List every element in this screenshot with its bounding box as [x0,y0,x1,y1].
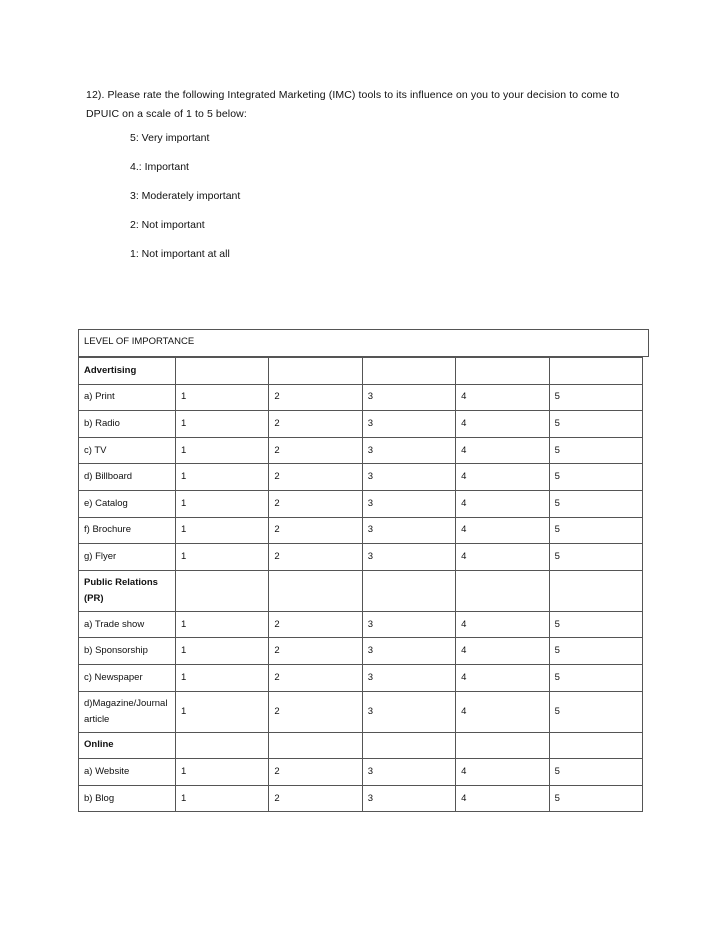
rating-cell: 2 [269,384,362,411]
rating-cell: 5 [549,437,642,464]
rating-cell: 1 [176,664,269,691]
item-label: a) Trade show [79,611,176,638]
rating-cell: 1 [176,785,269,812]
rating-cell: 3 [362,517,455,544]
scale-item-3: 3: Moderately important [130,190,241,202]
rating-cell: 3 [362,544,455,571]
rating-cell: 2 [269,664,362,691]
rating-cell: 2 [269,759,362,786]
rating-cell: 4 [456,638,549,665]
rating-table [78,357,643,812]
rating-cell: 3 [362,490,455,517]
empty-cell [549,732,642,759]
rating-cell: 5 [549,384,642,411]
rating-cell: 2 [269,517,362,544]
rating-cell: 2 [269,411,362,438]
item-label: d)Magazine/Journal article [79,691,176,732]
table-row [79,785,643,812]
item-label: b) Sponsorship [79,638,176,665]
item-label: g) Flyer [79,544,176,571]
scale-item-1: 1: Not important at all [130,248,230,260]
rating-cell: 4 [456,691,549,732]
empty-cell [456,358,549,385]
rating-cell: 2 [269,464,362,491]
item-label: b) Blog [79,785,176,812]
section-row [79,732,643,759]
table-row [79,759,643,786]
rating-cell: 2 [269,691,362,732]
rating-cell: 4 [456,384,549,411]
rating-cell: 1 [176,611,269,638]
rating-cell: 4 [456,611,549,638]
rating-cell: 1 [176,691,269,732]
rating-cell: 3 [362,464,455,491]
scale-item-2: 2: Not important [130,219,205,231]
table-row [79,611,643,638]
rating-cell: 2 [269,638,362,665]
table-row [79,638,643,665]
rating-cell: 1 [176,517,269,544]
rating-cell: 4 [456,759,549,786]
rating-cell: 4 [456,664,549,691]
table-row [79,464,643,491]
item-label: c) Newspaper [79,664,176,691]
empty-cell [269,358,362,385]
rating-cell: 5 [549,411,642,438]
rating-cell: 3 [362,785,455,812]
empty-cell [176,358,269,385]
empty-cell [456,570,549,611]
section-label: Online [79,732,176,759]
rating-cell: 1 [176,384,269,411]
empty-cell [549,358,642,385]
item-label: c) TV [79,437,176,464]
scale-item-4: 4.: Important [130,161,189,173]
rating-cell: 5 [549,759,642,786]
rating-cell: 2 [269,544,362,571]
rating-cell: 4 [456,490,549,517]
rating-cell: 5 [549,464,642,491]
rating-cell: 4 [456,464,549,491]
table-row [79,691,643,732]
item-label: a) Website [79,759,176,786]
rating-cell: 4 [456,785,549,812]
rating-cell: 1 [176,464,269,491]
rating-cell: 5 [549,638,642,665]
empty-cell [456,732,549,759]
rating-cell: 5 [549,490,642,517]
empty-cell [549,570,642,611]
rating-cell: 2 [269,437,362,464]
rating-cell: 5 [549,544,642,571]
rating-cell: 3 [362,759,455,786]
rating-cell: 5 [549,611,642,638]
empty-cell [362,570,455,611]
table-row [79,437,643,464]
item-label: e) Catalog [79,490,176,517]
section-label: Public Relations (PR) [79,570,176,611]
scale-item-5: 5: Very important [130,132,210,144]
rating-cell: 3 [362,384,455,411]
table-row [79,544,643,571]
empty-cell [176,570,269,611]
empty-cell [362,732,455,759]
rating-cell: 1 [176,544,269,571]
empty-cell [176,732,269,759]
rating-cell: 1 [176,411,269,438]
rating-cell: 5 [549,785,642,812]
rating-cell: 1 [176,638,269,665]
table-row [79,384,643,411]
rating-cell: 1 [176,759,269,786]
table-row [79,490,643,517]
level-of-importance-header: LEVEL OF IMPORTANCE [78,329,649,357]
rating-cell: 3 [362,611,455,638]
table-row [79,664,643,691]
item-label: f) Brochure [79,517,176,544]
rating-table-body [79,358,643,812]
rating-cell: 5 [549,691,642,732]
rating-cell: 3 [362,638,455,665]
table-row [79,517,643,544]
empty-cell [269,732,362,759]
rating-cell: 4 [456,437,549,464]
scale-legend [130,130,240,275]
rating-cell: 2 [269,785,362,812]
rating-cell: 3 [362,411,455,438]
rating-cell: 1 [176,490,269,517]
item-label: a) Print [79,384,176,411]
empty-cell [269,570,362,611]
rating-cell: 4 [456,411,549,438]
item-label: d) Billboard [79,464,176,491]
section-label: Advertising [79,358,176,385]
rating-cell: 5 [549,664,642,691]
section-row [79,358,643,385]
rating-cell: 5 [549,517,642,544]
rating-cell: 1 [176,437,269,464]
section-row [79,570,643,611]
question-text: 12). Please rate the following Integrated Marketing (IMC) tools to its influence on you to your decision to come to DPUIC on a scale of 1 to 5 below: [86,89,620,120]
table-row [79,411,643,438]
rating-cell: 4 [456,517,549,544]
rating-cell: 2 [269,490,362,517]
rating-cell: 3 [362,691,455,732]
rating-cell: 2 [269,611,362,638]
rating-cell: 3 [362,664,455,691]
rating-cell: 3 [362,437,455,464]
item-label: b) Radio [79,411,176,438]
rating-cell: 4 [456,544,549,571]
empty-cell [362,358,455,385]
